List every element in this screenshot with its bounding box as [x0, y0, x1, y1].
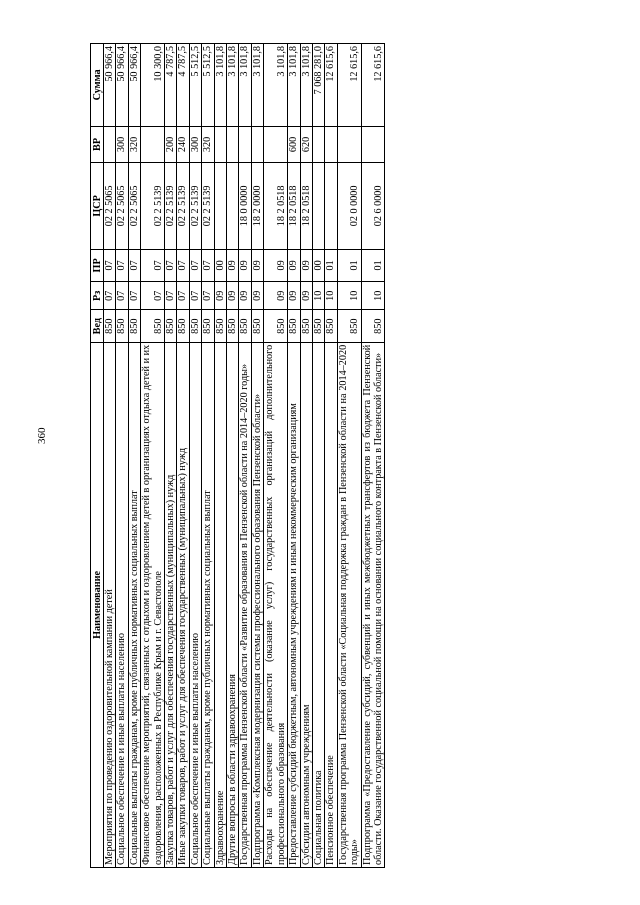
cell-pr: 07	[128, 249, 140, 281]
table-row	[128, 44, 140, 868]
cell-sum: 5 512,5	[189, 44, 201, 127]
cell-vr: 600	[288, 126, 300, 162]
header-vr: ВР	[91, 126, 104, 162]
cell-rz: 09	[239, 282, 251, 310]
table-row	[165, 44, 177, 868]
cell-vr: 240	[177, 126, 189, 162]
cell-ved: 850	[128, 310, 140, 342]
cell-rz: 07	[128, 282, 140, 310]
cell-vr: 200	[165, 126, 177, 162]
cell-sum: 3 101,8	[288, 44, 300, 127]
cell-sum: 3 101,8	[227, 44, 239, 127]
table-row	[325, 44, 337, 868]
cell-sum: 3 101,8	[300, 44, 312, 127]
page-number: 360	[36, 427, 48, 444]
cell-sum: 3 101,8	[251, 44, 263, 127]
cell-vr: 320	[202, 126, 214, 162]
cell-vr	[251, 126, 263, 162]
cell-pr: 01	[325, 249, 337, 281]
cell-ved: 850	[214, 310, 226, 342]
cell-ved: 850	[300, 310, 312, 342]
cell-pr: 07	[141, 249, 165, 281]
cell-vr: 620	[300, 126, 312, 162]
cell-ved: 850	[312, 310, 324, 342]
cell-pr: 09	[264, 249, 288, 281]
cell-name: Социальные выплаты гражданам, кроме публичных нормативных социальных выплат	[128, 342, 140, 867]
table-body	[104, 44, 385, 868]
cell-name: Другие вопросы в области здравоохранения	[227, 342, 239, 867]
cell-rz: 09	[300, 282, 312, 310]
cell-csr: 02 2 5139	[165, 163, 177, 250]
cell-rz: 07	[141, 282, 165, 310]
header-rz: Рз	[91, 282, 104, 310]
header-name: Наименование	[91, 342, 104, 867]
cell-vr	[141, 126, 165, 162]
cell-pr: 09	[300, 249, 312, 281]
cell-csr: 02 2 5139	[141, 163, 165, 250]
cell-vr	[214, 126, 226, 162]
cell-pr: 09	[239, 249, 251, 281]
table-row	[214, 44, 226, 868]
cell-rz: 07	[116, 282, 128, 310]
cell-ved: 850	[227, 310, 239, 342]
cell-ved: 850	[104, 310, 116, 342]
cell-sum: 4 787,5	[165, 44, 177, 127]
cell-ved: 850	[141, 310, 165, 342]
header-ved: Вед	[91, 310, 104, 342]
cell-sum: 3 101,8	[214, 44, 226, 127]
table-row	[337, 44, 361, 868]
table-row	[116, 44, 128, 868]
cell-vr	[104, 126, 116, 162]
cell-rz: 09	[251, 282, 263, 310]
cell-name: Социальная политика	[312, 342, 324, 867]
cell-pr: 09	[251, 249, 263, 281]
cell-ved: 850	[189, 310, 201, 342]
cell-name: Подпрограмма «Предоставление субсидий, субвенций и иных межбюджетных трансфертов из бюджета Пензенской области. Оказание государственной социальной помощи на основании социального контракта в Пензенской области»	[361, 342, 385, 867]
table-row	[361, 44, 385, 868]
cell-name: Субсидии автономным учреждениям	[300, 342, 312, 867]
cell-csr: 18 0 0000	[239, 163, 251, 250]
cell-vr	[312, 126, 324, 162]
table-row	[141, 44, 165, 868]
cell-name: Государственная программа Пензенской области «Развитие образования в Пензенской области на 2014–2020 годы»	[239, 342, 251, 867]
cell-ved: 850	[165, 310, 177, 342]
table-row	[104, 44, 116, 868]
cell-vr: 320	[128, 126, 140, 162]
header-sum: Сумма	[91, 44, 104, 127]
cell-rz: 07	[189, 282, 201, 310]
cell-ved: 850	[239, 310, 251, 342]
cell-ved: 850	[202, 310, 214, 342]
cell-ved: 850	[264, 310, 288, 342]
cell-csr: 18 2 0518	[300, 163, 312, 250]
cell-csr	[312, 163, 324, 250]
table-row	[239, 44, 251, 868]
cell-vr: 300	[116, 126, 128, 162]
cell-name: Финансовое обеспечение мероприятий, связанных с отдыхом и оздоровлением детей в организациях отдыха детей и их оздоровления, расположенных в Республике Крым и г. Севастополе	[141, 342, 165, 867]
cell-name: Социальное обеспечение и иные выплаты населению	[189, 342, 201, 867]
cell-pr: 07	[104, 249, 116, 281]
table-row	[189, 44, 201, 868]
header-pr: ПР	[91, 249, 104, 281]
cell-ved: 850	[288, 310, 300, 342]
cell-rz: 07	[177, 282, 189, 310]
cell-sum: 3 101,8	[264, 44, 288, 127]
cell-rz: 10	[361, 282, 385, 310]
cell-csr: 02 2 5065	[104, 163, 116, 250]
cell-name: Подпрограмма «Комплексная модернизация системы профессионального образования Пензенской области»	[251, 342, 263, 867]
cell-name: Расходы на обеспечение деятельности (оказание услуг) государственных организаций дополнительного профессионального образования	[264, 342, 288, 867]
cell-sum: 10 300,0	[141, 44, 165, 127]
cell-vr	[361, 126, 385, 162]
cell-pr: 07	[202, 249, 214, 281]
cell-rz: 09	[264, 282, 288, 310]
cell-csr: 02 2 5065	[128, 163, 140, 250]
cell-csr	[227, 163, 239, 250]
cell-csr: 02 2 5065	[116, 163, 128, 250]
cell-vr	[337, 126, 361, 162]
budget-table	[90, 43, 385, 868]
header-csr: ЦСР	[91, 163, 104, 250]
cell-name: Иные закупки товаров, работ и услуг для обеспечения государственных (муниципальных) нужд	[177, 342, 189, 867]
cell-rz: 10	[337, 282, 361, 310]
cell-name: Пенсионное обеспечение	[325, 342, 337, 867]
cell-name: Мероприятия по проведению оздоровительной кампании детей	[104, 342, 116, 867]
cell-name: Предоставление субсидий бюджетным, автономным учреждениям и иным некоммерческим организациям	[288, 342, 300, 867]
cell-ved: 850	[361, 310, 385, 342]
cell-pr: 09	[288, 249, 300, 281]
cell-rz: 09	[227, 282, 239, 310]
cell-sum: 12 615,6	[337, 44, 361, 127]
cell-name: Закупка товаров, работ и услуг для обеспечения государственных (муниципальных) нужд	[165, 342, 177, 867]
cell-sum: 4 787,5	[177, 44, 189, 127]
cell-rz: 09	[214, 282, 226, 310]
cell-sum: 50 966,4	[116, 44, 128, 127]
cell-pr: 07	[177, 249, 189, 281]
cell-vr	[239, 126, 251, 162]
cell-csr: 18 2 0518	[288, 163, 300, 250]
table-row	[227, 44, 239, 868]
cell-csr: 02 0 0000	[337, 163, 361, 250]
cell-sum: 7 068 281,0	[312, 44, 324, 127]
cell-vr: 300	[189, 126, 201, 162]
cell-rz: 10	[312, 282, 324, 310]
cell-sum: 50 966,4	[128, 44, 140, 127]
cell-name: Здравоохранение	[214, 342, 226, 867]
rotated-table-container	[90, 43, 544, 868]
cell-pr: 07	[165, 249, 177, 281]
cell-csr: 02 2 5139	[177, 163, 189, 250]
cell-rz: 09	[288, 282, 300, 310]
cell-csr	[214, 163, 226, 250]
table-row	[177, 44, 189, 868]
cell-ved: 850	[251, 310, 263, 342]
table-row	[288, 44, 300, 868]
cell-pr: 09	[227, 249, 239, 281]
cell-rz: 07	[202, 282, 214, 310]
cell-vr	[264, 126, 288, 162]
cell-ved: 850	[177, 310, 189, 342]
cell-ved: 850	[116, 310, 128, 342]
cell-pr: 07	[189, 249, 201, 281]
table-row	[300, 44, 312, 868]
cell-name: Государственная программа Пензенской области «Социальная поддержка граждан в Пензенской области на 2014–2020 годы»	[337, 342, 361, 867]
cell-rz: 07	[104, 282, 116, 310]
table-row	[264, 44, 288, 868]
cell-csr: 18 2 0000	[251, 163, 263, 250]
cell-pr: 07	[116, 249, 128, 281]
cell-csr	[325, 163, 337, 250]
cell-pr: 00	[312, 249, 324, 281]
table-row	[251, 44, 263, 868]
cell-pr: 01	[337, 249, 361, 281]
cell-name: Социальные выплаты гражданам, кроме публичных нормативных социальных выплат	[202, 342, 214, 867]
cell-vr	[325, 126, 337, 162]
cell-pr: 01	[361, 249, 385, 281]
cell-rz: 10	[325, 282, 337, 310]
cell-vr	[227, 126, 239, 162]
cell-sum: 12 615,6	[325, 44, 337, 127]
cell-csr: 02 2 5139	[202, 163, 214, 250]
cell-sum: 5 512,5	[202, 44, 214, 127]
table-row	[312, 44, 324, 868]
cell-sum: 3 101,8	[239, 44, 251, 127]
cell-ved: 850	[325, 310, 337, 342]
cell-csr: 02 6 0000	[361, 163, 385, 250]
cell-sum: 12 615,6	[361, 44, 385, 127]
cell-sum: 50 966,4	[104, 44, 116, 127]
cell-csr: 18 2 0518	[264, 163, 288, 250]
cell-csr: 02 2 5139	[189, 163, 201, 250]
cell-pr: 00	[214, 249, 226, 281]
cell-ved: 850	[337, 310, 361, 342]
header-row	[91, 44, 104, 868]
table-row	[202, 44, 214, 868]
cell-name: Социальное обеспечение и иные выплаты населению	[116, 342, 128, 867]
cell-rz: 07	[165, 282, 177, 310]
